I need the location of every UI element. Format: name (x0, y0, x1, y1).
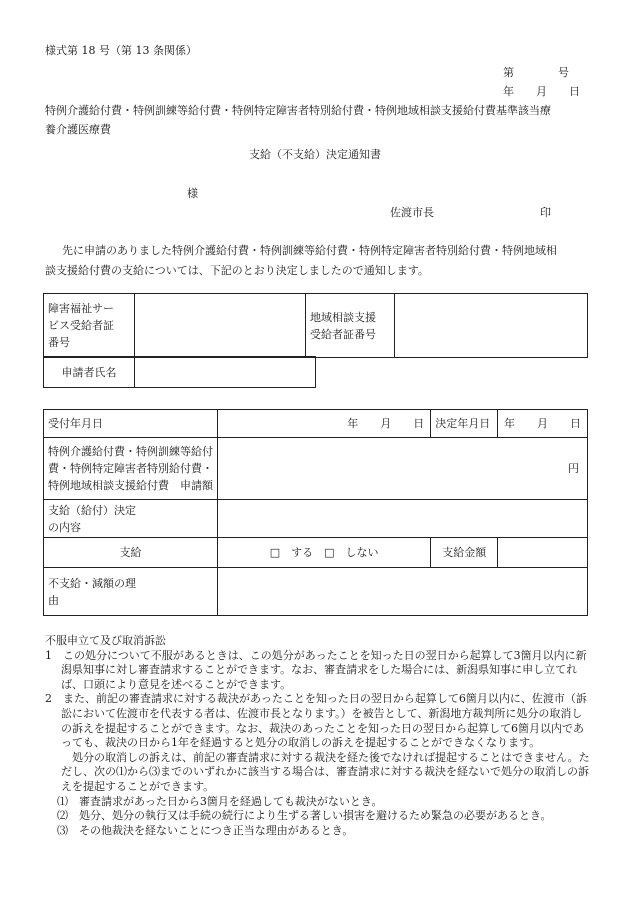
issue-date: 年 月 日 (503, 85, 580, 98)
document-title: 支給（不支給）決定通知書 (249, 148, 381, 161)
body-line-1: 先に申請のありました特例介護給付費・特例訓練等給付費・特例特定障害者特別給付費・特例地域相 (62, 244, 557, 257)
applicant-name-label: 申請者氏名 (44, 357, 135, 388)
cert-number-label: 障害福祉サー ビス受給者証 番号 (44, 294, 135, 358)
received-date-field[interactable]: 年 月 日 (218, 410, 431, 438)
shikyu-options[interactable]: □ する □ しない (218, 538, 431, 568)
notes-sub-2: ⑵ 処分、処分の執行又は手続の続行により生ずる著しい損害を避けるため緊急の必要があるとき。 (57, 809, 552, 823)
reason-label: 不支給・減額の理 由 (44, 568, 218, 616)
applicant-name-field[interactable] (135, 357, 316, 388)
notes-sub-1: ⑴ 審査請求があった日から3箇月を経過しても裁決がないとき。 (57, 794, 383, 808)
certificate-table (43, 293, 588, 358)
document-number: 第 号 (503, 66, 569, 79)
reason-field[interactable] (218, 568, 588, 616)
notes-heading: 不服申立て及び取消訴訟 (45, 634, 166, 647)
shikyu-label: 支給 (44, 538, 218, 568)
notes-sub-3: ⑶ その他裁決を経ないことにつき正当な理由があるとき。 (57, 823, 354, 837)
yen-unit: 円 (568, 462, 579, 475)
decided-date-label: 決定年月日 (431, 410, 498, 438)
seal-mark: 印 (540, 206, 551, 219)
chiiki-number-field[interactable] (395, 294, 588, 358)
appeal-notes (45, 634, 590, 838)
notes-paragraph: 処分の取消しの訴えは、前記の審査請求に対する裁決を経た後でなければ提起することはできません。ただし、次の⑴から⑶までのいずれかに該当する場合は、審査請求に対する裁決を経ないで処分の取消しの訴えを提起することができます。 (61, 750, 590, 793)
decided-date-field[interactable]: 年 月 日 (498, 410, 588, 438)
chiiki-number-label: 地域相談支援 受給者証番号 (306, 294, 395, 358)
decision-content-label: 支給（給付）決定 の内容 (44, 500, 218, 538)
subject-line-2: 養介護医療費 (45, 123, 111, 136)
notes-item-1: 1 この処分について不服があるときは、この処分があったことを知った日の翌日から起算して3箇月以内に新潟県知事に対し審査請求することができます。なお、審査請求をした場合には、新潟県知事に申し立てれば、口頭により意見を述べることができます。 (45, 648, 587, 691)
subject-line-1: 特例介護給付費・特例訓練等給付費・特例特定障害者特別給付費・特例地域相談支援給付費基準該当療 (45, 104, 551, 117)
decision-content-field[interactable] (218, 500, 588, 538)
amount-field[interactable] (218, 438, 588, 500)
shikyu-amount-field[interactable] (498, 538, 588, 568)
form-number: 様式第 18 号（第 13 条関係） (45, 44, 197, 57)
issuer-name: 佐渡市長 (390, 206, 434, 219)
notes-item-2: 2 また、前記の審査請求に対する裁決があったことを知った日の翌日から起算して6箇月以内に、佐渡市（訴訟において佐渡市を代表する者は、佐渡市長となります。）を被告として、新潟地方裁判所に処分の取消しの訴えを提起することができます。なお、裁決のあったことを知った日の翌日から起算して6箇月以内であっても、裁決の日から1年を経過すると処分の取消しの訴えを提起することができなくなります。 (45, 692, 587, 750)
shikyu-amount-label: 支給金額 (431, 538, 498, 568)
applicant-table (43, 356, 316, 388)
amount-label: 特例介護給付費・特例訓練等給付 費・特例特定障害者特別給付費・ 特例地域相談支援給付費 申請額 (44, 438, 218, 500)
decision-table (43, 409, 588, 616)
body-line-2: 談支援給付費の支給については、下記のとおり決定しましたので通知します。 (45, 264, 429, 277)
received-date-label: 受付年月日 (44, 410, 218, 438)
cert-number-field[interactable] (135, 294, 306, 358)
addressee-suffix: 様 (187, 187, 198, 200)
